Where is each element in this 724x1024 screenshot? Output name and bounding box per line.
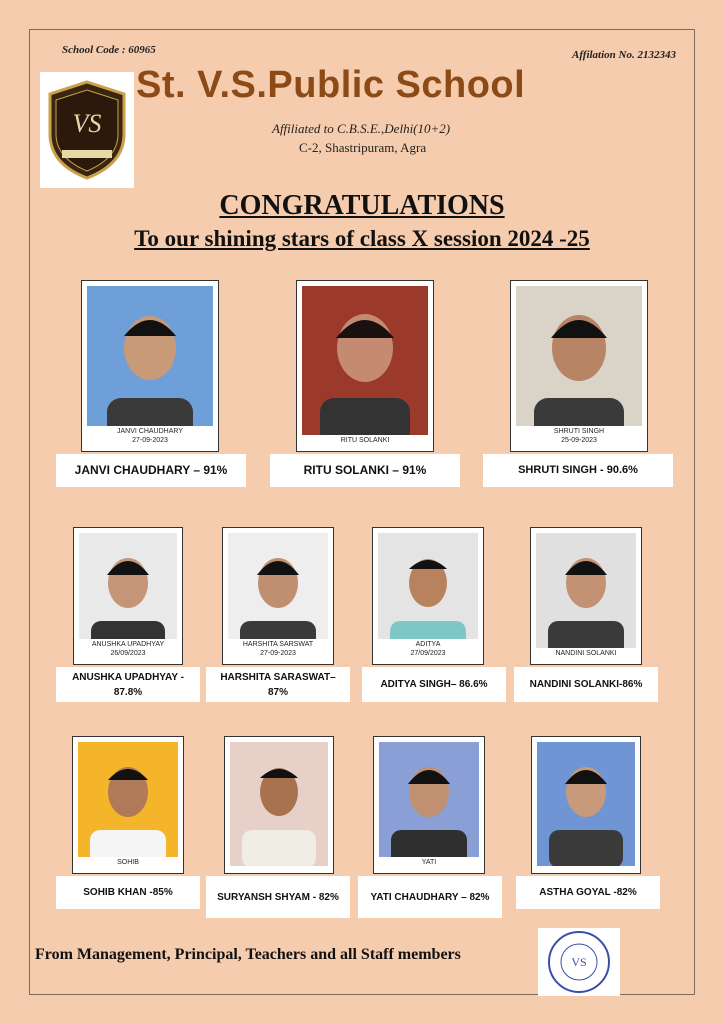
school-name: St. V.S.Public School bbox=[136, 64, 526, 106]
affiliated-to: Affiliated to C.B.S.E.,Delhi(10+2) bbox=[272, 121, 451, 136]
student-photo bbox=[81, 280, 219, 452]
photo-caption bbox=[537, 866, 635, 868]
photo-caption: HARSHITA SARSWAT 27-09-2023 bbox=[228, 639, 328, 659]
school-code: School Code : 60965 bbox=[62, 44, 156, 56]
photo-portrait bbox=[536, 533, 636, 659]
photo-portrait bbox=[516, 286, 642, 446]
student-name-score: YATI CHAUDHARY – 82% bbox=[358, 876, 502, 918]
student-photo bbox=[296, 280, 434, 452]
photo-portrait bbox=[230, 742, 328, 868]
student-name-score: SURYANSH SHYAM - 82% bbox=[206, 876, 350, 918]
photo-portrait bbox=[78, 742, 178, 868]
student-name-score: ASTHA GOYAL -82% bbox=[516, 876, 660, 909]
student-photo bbox=[372, 527, 484, 665]
photo-caption: RITU SOLANKI bbox=[302, 435, 428, 446]
student-photo bbox=[530, 527, 642, 665]
student-photo bbox=[510, 280, 648, 452]
photo-portrait bbox=[79, 533, 177, 659]
photo-caption: JANVI CHAUDHARY 27-09-2023 bbox=[87, 426, 213, 446]
student-name-score: JANVI CHAUDHARY – 91% bbox=[56, 454, 246, 487]
shining-stars-subtitle: To our shining stars of class X session 2024 -25 bbox=[134, 226, 590, 251]
student-name-score: RITU SOLANKI – 91% bbox=[270, 454, 460, 487]
student-photo bbox=[222, 527, 334, 665]
school-seal bbox=[538, 928, 620, 996]
photo-portrait bbox=[379, 742, 479, 868]
photo-portrait bbox=[302, 286, 428, 446]
photo-caption: SHRUTI SINGH 25-09-2023 bbox=[516, 426, 642, 446]
school-logo bbox=[40, 72, 134, 188]
student-photo bbox=[73, 527, 183, 665]
photo-caption: ADITYA 27/09/2023 bbox=[378, 639, 478, 659]
footer-message: From Management, Principal, Teachers and all Staff members bbox=[35, 946, 461, 963]
student-photo bbox=[224, 736, 334, 874]
affiliation-number: Affilation No. 2132343 bbox=[571, 49, 676, 61]
photo-caption: NANDINI SOLANKI bbox=[536, 648, 636, 659]
student-name-score: NANDINI SOLANKI-86% bbox=[514, 667, 658, 702]
photo-caption: SOHIB bbox=[78, 857, 178, 868]
photo-portrait bbox=[228, 533, 328, 659]
congratulations-title: CONGRATULATIONS bbox=[219, 190, 505, 221]
student-photo bbox=[373, 736, 485, 874]
photo-caption: YATI bbox=[379, 857, 479, 868]
student-name-score: SOHIB KHAN -85% bbox=[56, 876, 200, 909]
student-name-score: SHRUTI SINGH - 90.6% bbox=[483, 454, 673, 487]
photo-portrait bbox=[378, 533, 478, 659]
student-name-score: HARSHITA SARASWAT– 87% bbox=[206, 667, 350, 702]
photo-caption: ANUSHKA UPADHYAY 26/09/2023 bbox=[79, 639, 177, 659]
photo-portrait bbox=[87, 286, 213, 446]
student-name-score: ADITYA SINGH– 86.6% bbox=[362, 667, 506, 702]
svg-text:VS: VS bbox=[571, 955, 587, 969]
photo-caption bbox=[230, 866, 328, 868]
svg-text:VS: VS bbox=[72, 109, 102, 138]
student-name-score: ANUSHKA UPADHYAY - 87.8% bbox=[56, 667, 200, 702]
photo-portrait bbox=[537, 742, 635, 868]
student-photo bbox=[531, 736, 641, 874]
student-photo bbox=[72, 736, 184, 874]
school-address: C-2, Shastripuram, Agra bbox=[299, 140, 427, 155]
